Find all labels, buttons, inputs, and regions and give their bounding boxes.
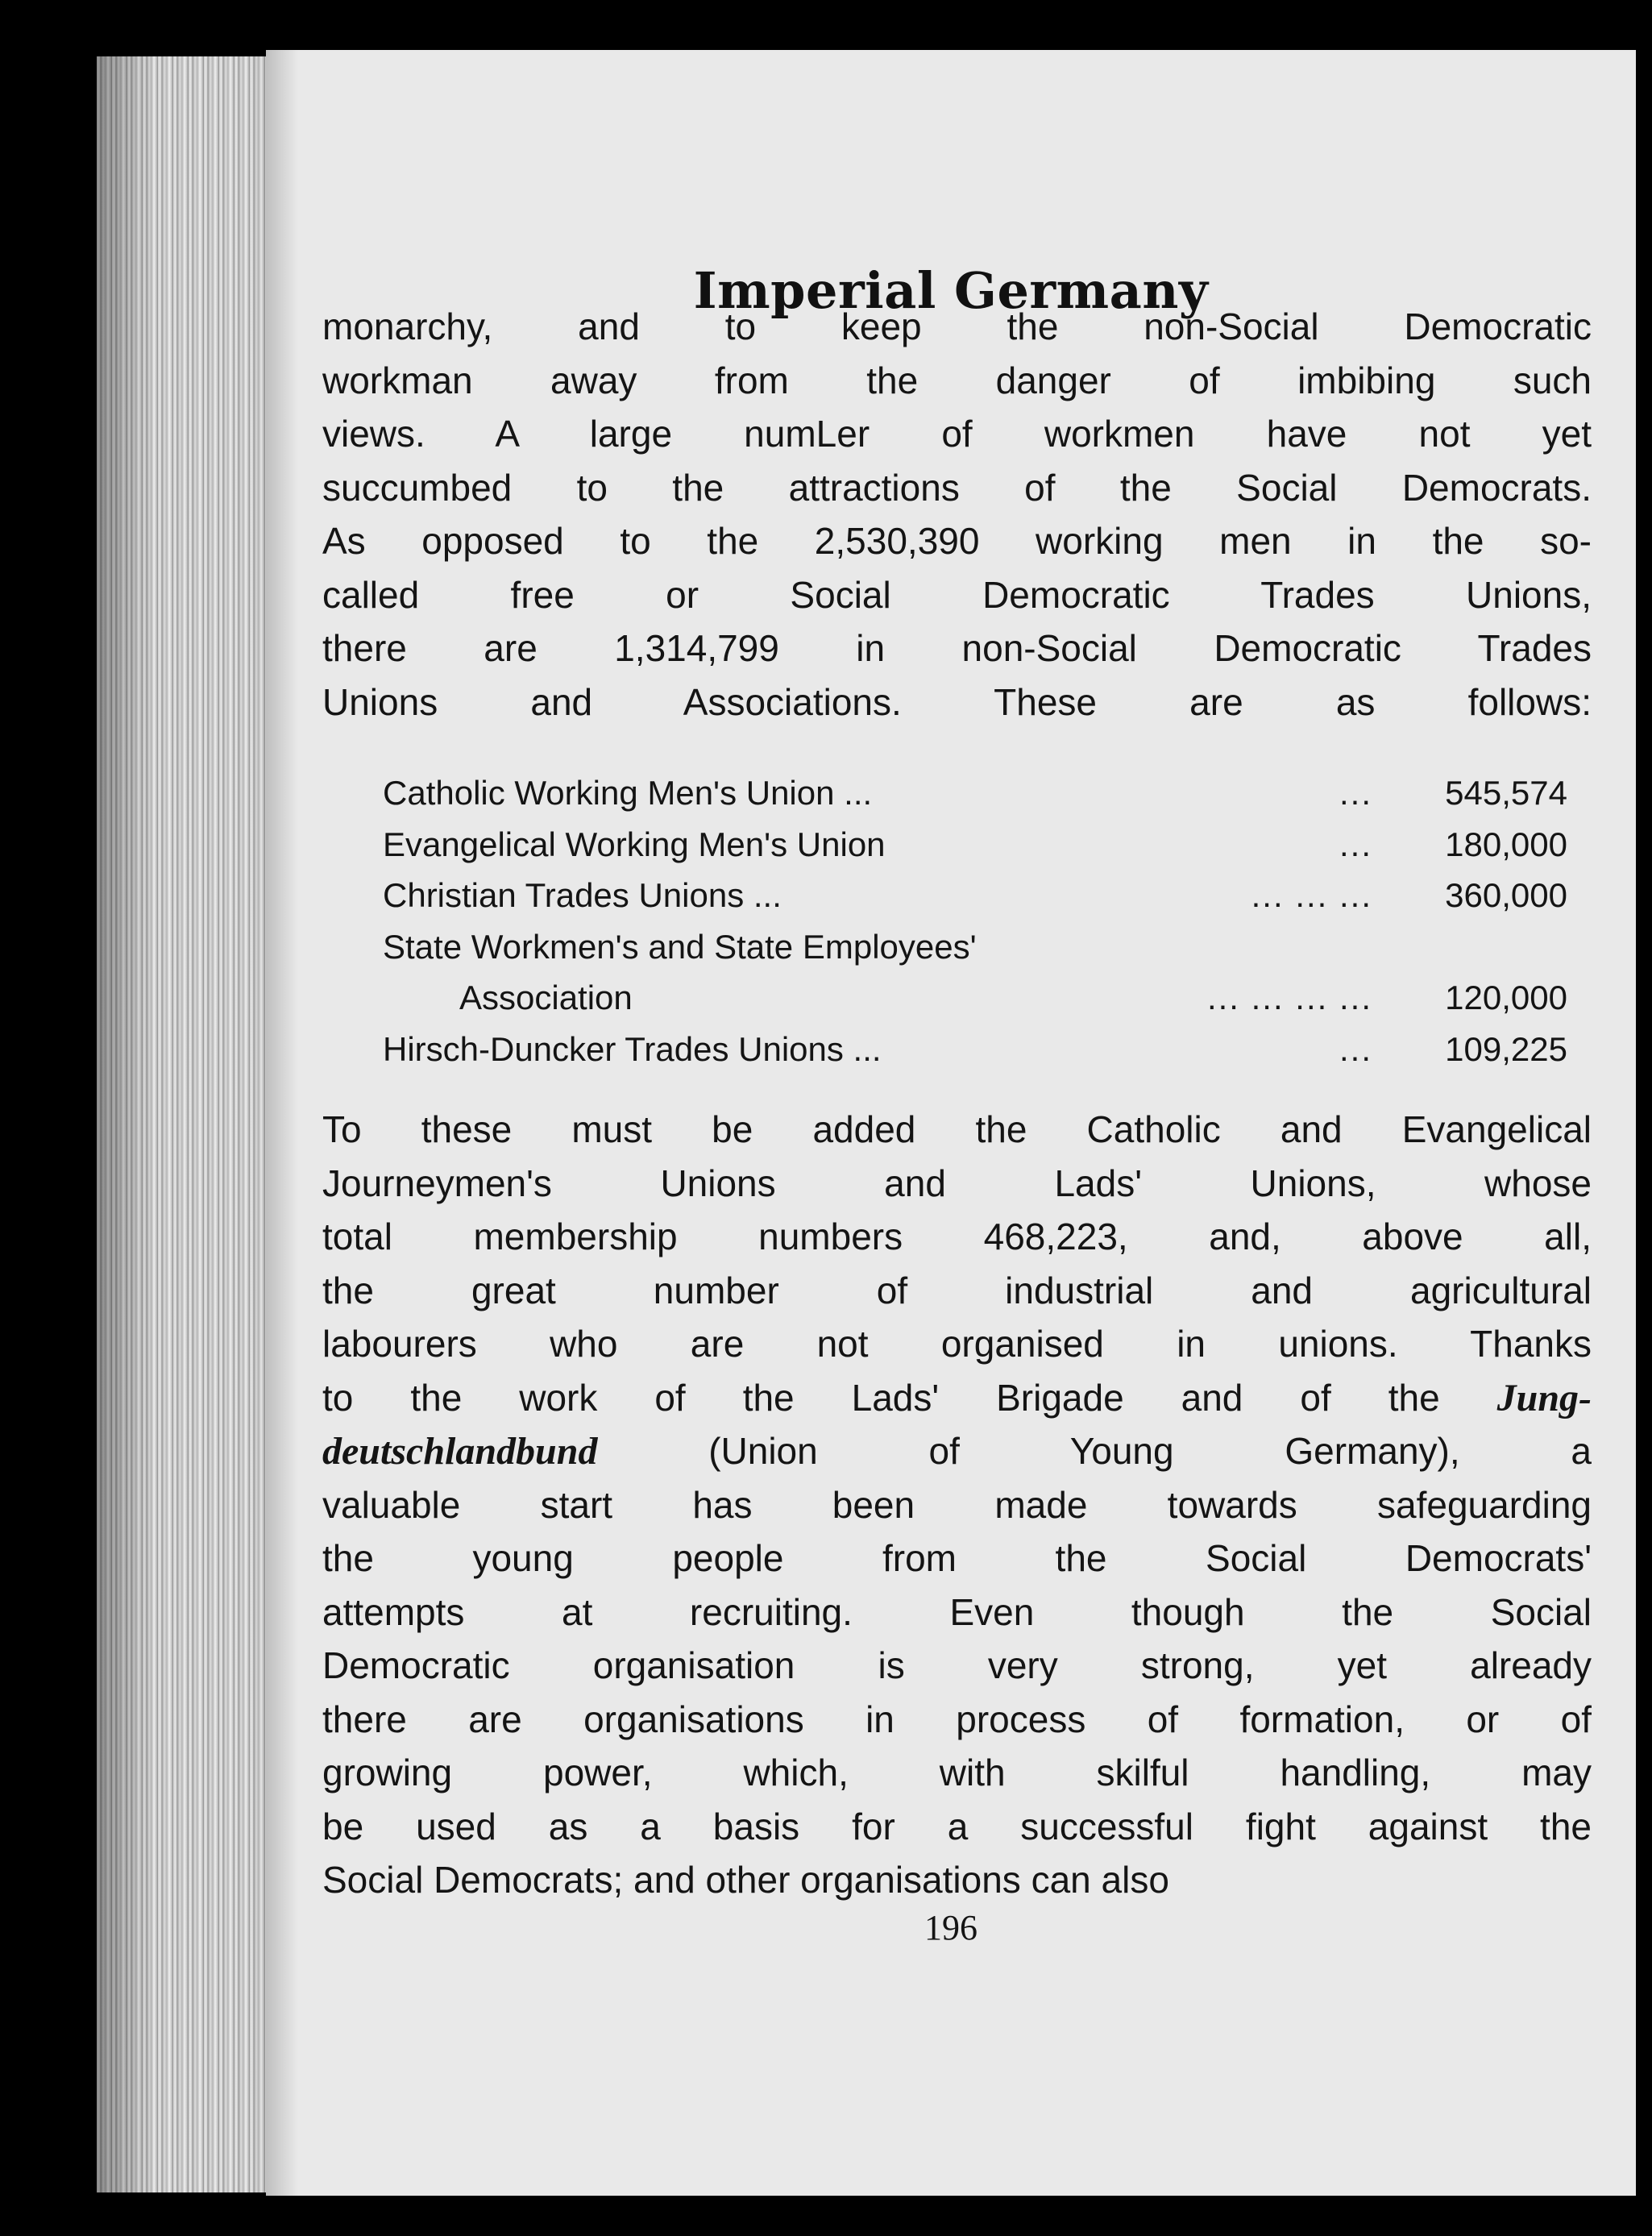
text-line: growing power, which, with skilful handling, may — [322, 1752, 1592, 1793]
text-line: there are 1,314,799 in non-Social Democratic Trades — [322, 627, 1592, 669]
membership-count: 360,000 — [1445, 876, 1567, 914]
plain-text: (Union of Young Germany), a — [708, 1430, 1592, 1472]
text-line: called free or Social Democratic Trades Unions, — [322, 573, 1592, 616]
text-line: As opposed to the 2,530,390 working men in the so- — [322, 520, 1592, 562]
leader-dots: ... — [1339, 1029, 1372, 1068]
italic-term: deutschlandbund — [322, 1430, 598, 1473]
running-head: Imperial Germany — [693, 261, 1209, 320]
leader-dots: ... ... ... ... — [1206, 979, 1372, 1016]
table-row — [383, 767, 1567, 819]
text-line: monarchy, and to keep the non-Social Democratic — [322, 305, 1592, 347]
union-name: Christian Trades Unions ... — [383, 876, 782, 914]
book-page-edges — [97, 56, 290, 2192]
text-line: attempts at recruiting. Even though the Social — [322, 1590, 1592, 1633]
membership-count: 109,225 — [1445, 1029, 1567, 1068]
text-line: Journeymen's Unions and Lads' Unions, whose — [322, 1162, 1592, 1204]
text-line — [322, 1424, 1592, 1478]
text-line: the young people from the Social Democrats' — [322, 1537, 1592, 1579]
text-line: To these must be added the Catholic and Evangelical — [322, 1108, 1592, 1150]
membership-count: 120,000 — [1445, 979, 1567, 1016]
text-line: Democratic organisation is very strong, yet already — [322, 1644, 1592, 1686]
text-line — [322, 1371, 1592, 1425]
text-line: Unions and Associations. These are as follows: — [322, 680, 1592, 723]
leader-dots: ... — [1339, 774, 1372, 812]
union-name: Evangelical Working Men's Union — [383, 825, 886, 863]
leader-dots: ... ... ... — [1251, 876, 1372, 914]
leader-dots: ... — [1339, 825, 1372, 863]
union-name: Hirsch-Duncker Trades Unions ... — [383, 1029, 882, 1068]
unions-membership-table — [383, 767, 1567, 1074]
table-row — [383, 972, 1567, 1024]
text-line: the great number of industrial and agricultural — [322, 1269, 1592, 1311]
text-line: valuable start has been made towards safeguarding — [322, 1483, 1592, 1526]
union-name: Catholic Working Men's Union ... — [383, 774, 873, 812]
membership-count: 180,000 — [1445, 825, 1567, 863]
paragraph-2 — [322, 1103, 1592, 1907]
italic-term: Jung- — [1496, 1376, 1592, 1419]
union-name: State Workmen's and State Employees' — [383, 927, 977, 966]
plain-text: to the work of the Lads' Brigade and of the — [322, 1376, 1440, 1419]
table-row — [383, 1024, 1567, 1075]
text-line: be used as a basis for a successful fight against the — [322, 1805, 1592, 1847]
text-line: workman away from the danger of imbibing such — [322, 359, 1592, 401]
table-row — [383, 819, 1567, 871]
text-line: views. A large numLer of workmen have not yet — [322, 413, 1592, 455]
page-number: 196 — [924, 1908, 978, 1947]
text-line: Social Democrats; and other organisations can also — [322, 1859, 1169, 1901]
text-line: total membership numbers 468,223, and, above all, — [322, 1216, 1592, 1257]
text-line: there are organisations in process of formation, or of — [322, 1698, 1592, 1740]
paragraph-1 — [322, 300, 1592, 729]
table-row — [383, 921, 1567, 973]
text-line: labourers who are not organised in unions. Thanks — [322, 1323, 1592, 1365]
union-name: Association — [459, 979, 633, 1016]
text-line: succumbed to the attractions of the Social Democrats. — [322, 466, 1592, 509]
table-row — [383, 870, 1567, 921]
membership-count: 545,574 — [1445, 774, 1567, 812]
